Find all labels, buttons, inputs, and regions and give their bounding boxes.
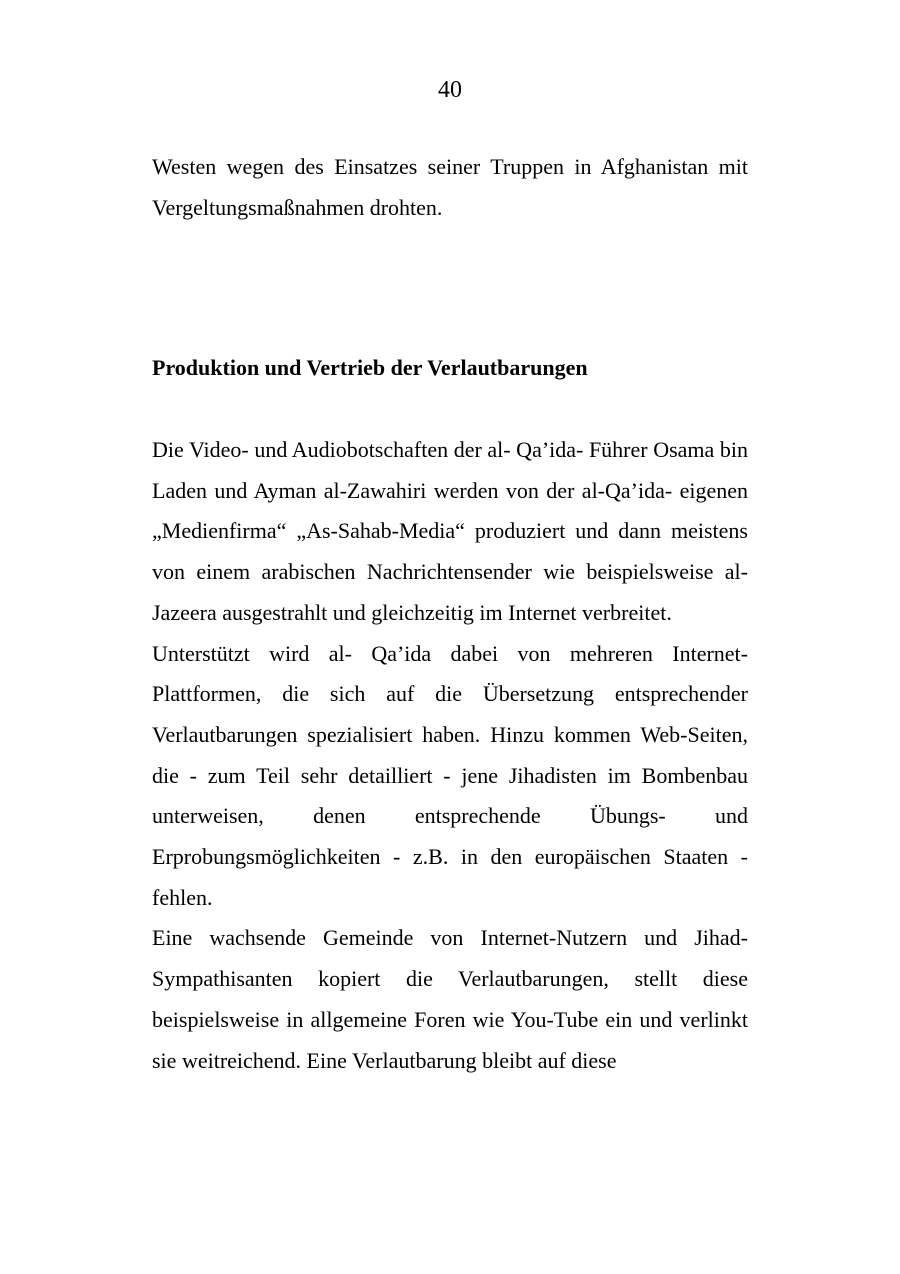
- section-heading: Produktion und Vertrieb der Verlautbarungen: [152, 355, 588, 380]
- page-number: 40: [438, 77, 462, 103]
- continued-paragraph: Westen wegen des Einsatzes seiner Truppen in Afghanistan mit Vergeltungsmaßnahmen drohten.: [152, 154, 748, 220]
- section-body: [152, 430, 748, 1081]
- paragraph-internet-platforms: Unterstützt wird al- Qa’ida dabei von mehreren Internet-Plattformen, die sich auf die Übersetzung entsprechender Verlautbarungen spezialisiert haben. Hinzu kommen Web-Seiten, die - zum Teil sehr detailliert - jene Jihadisten im Bombenbau unterweisen, denen entsprechende Übungs- und Erprobungsmöglichkeiten - z.B. in den europäischen Staaten - fehlen.: [152, 640, 748, 910]
- paragraph-internet-community: Eine wachsende Gemeinde von Internet-Nutzern und Jihad-Sympathisanten kopiert die Verlautbarungen, stellt diese beispielsweise in allgemeine Foren wie You-Tube ein und verlinkt sie weitreichend. Eine Verlautbarung bleibt auf diese: [152, 925, 748, 1073]
- paragraph-media-production: Die Video- und Audiobotschaften der al- Qa’ida- Führer Osama bin Laden und Ayman al-Zawahiri werden von der al-Qa’ida- eigenen „Medienfirma“ „As-Sahab-Media“ produziert und dann meistens von einem arabischen Nachrichtensender wie beispielsweise al- Jazeera ausgestrahlt und gleichzeitig im Internet verbreitet.: [152, 437, 748, 625]
